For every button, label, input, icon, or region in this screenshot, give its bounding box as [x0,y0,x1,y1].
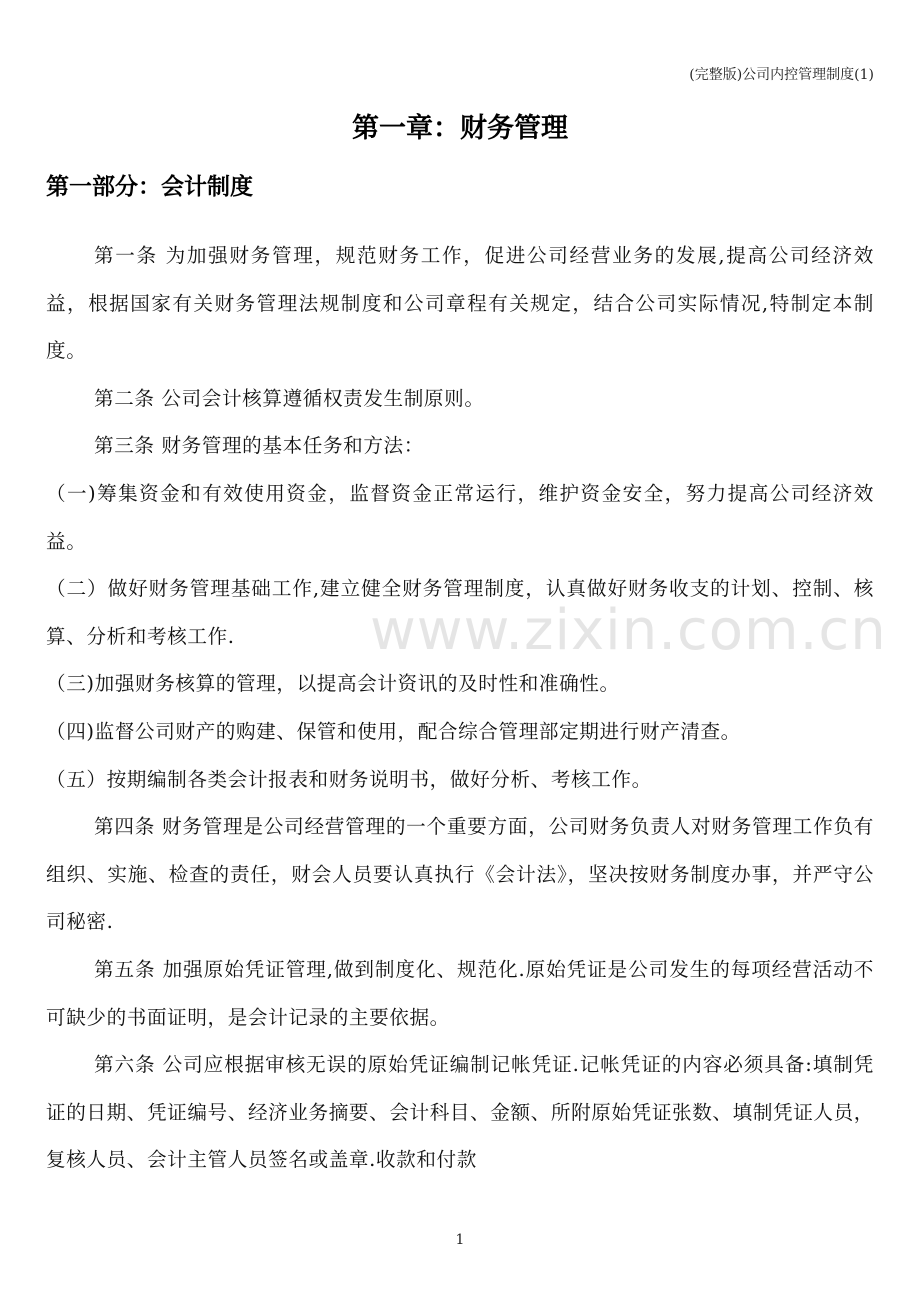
paragraph-article-5: 第五条 加强原始凭证管理,做到制度化、规范化.原始凭证是公司发生的每项经营活动不可缺少的书面证明，是会计记录的主要依据。 [46,957,874,1029]
paragraph-article-3: 第三条 财务管理的基本任务和方法： [94,434,424,458]
paragraph-article-1: 第一条 为加强财务管理，规范财务工作，促进公司经营业务的发展,提高公司经济效益，根据国家有关财务管理法规制度和公司章程有关规定，结合公司实际情况,特制定本制度。 [46,244,874,363]
paragraph-item-4: （四)监督公司财产的购建、保管和使用，配合综合管理部定期进行财产清查。 [46,719,741,743]
paragraph-article-2: 第二条 公司会计核算遵循权责发生制原则。 [94,386,485,410]
document-header: (完整版)公司内控管理制度(1) [689,67,874,83]
chapter-title: 第一章：财务管理 [352,113,568,144]
paragraph-article-4: 第四条 财务管理是公司经营管理的一个重要方面，公司财务负责人对财务管理工作负有组织、实施、检查的责任，财会人员要认真执行《会计法》，坚决按财务制度办事，并严守公司秘密. [46,815,874,934]
section-title: 第一部分：会计制度 [46,174,253,200]
document-body [46,232,874,1184]
paragraph-item-1: （一)筹集资金和有效使用资金，监督资金正常运行，维护资金安全，努力提高公司经济效益。 [46,481,874,553]
paragraph-item-3: （三)加强财务核算的管理，以提高会计资讯的及时性和准确性。 [46,672,620,696]
watermark: www.zixin.com.cn [370,598,887,663]
page-number: 1 [455,1232,465,1248]
paragraph-item-2: （二）做好财务管理基础工作,建立健全财务管理制度，认真做好财务收支的计划、控制、核算、分析和考核工作. [46,577,874,648]
paragraph-item-5: （五）按期编制各类会计报表和财务说明书，做好分析、考核工作。 [46,767,652,791]
paragraph-article-6: 第六条 公司应根据审核无误的原始凭证编制记帐凭证.记帐凭证的内容必须具备:填制凭证的日期、凭证编号、经济业务摘要、会计科目、金额、所附原始凭证张数、填制凭证人员，复核人员、会计主管人员签名或盖章.收款和付款 [46,1053,874,1172]
